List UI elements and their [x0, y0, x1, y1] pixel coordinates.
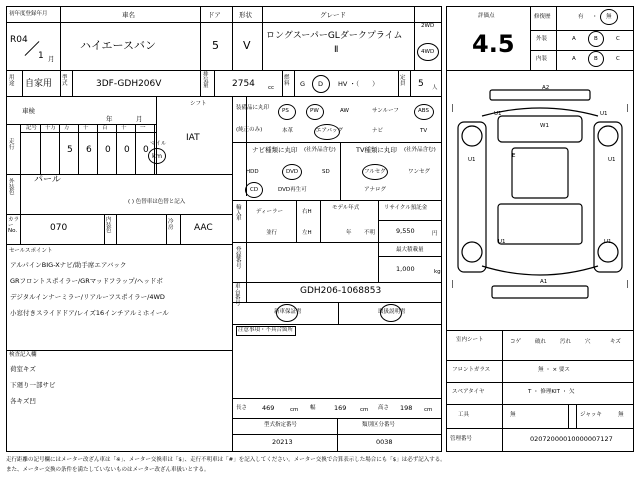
max-load-value: 1,000 — [396, 265, 415, 273]
equipment-item: AW — [340, 108, 349, 114]
mileage-digit: 0 — [124, 145, 130, 155]
width-label: 幅 — [310, 405, 316, 411]
disp-value: 2754 — [232, 79, 255, 89]
use-label: 用途 — [9, 75, 15, 87]
shape-value: V — [243, 39, 251, 52]
nav-type-sub: (社外品含む) — [304, 147, 336, 153]
interior-color-label: 内装色 — [106, 217, 112, 234]
diagram-mark-u1-top-left: U1 — [494, 111, 502, 117]
exterior-b-circle — [588, 31, 604, 47]
diagram-mark-e: E — [512, 153, 516, 159]
parallel-label: 並行 — [266, 230, 278, 236]
capacity-value: 5 — [418, 79, 424, 89]
interior-a: A — [572, 56, 576, 62]
sales-point-line: デジタルインナーミラー/リアルーフスポイラー/4WD — [10, 293, 165, 301]
width-unit: cm — [360, 407, 369, 413]
equip-pw-circle — [306, 104, 324, 120]
length-value: 469 — [262, 404, 275, 412]
vin-label: 車台番号 — [235, 284, 241, 307]
color-note: ( ) 色替車は色替と記入 — [128, 199, 186, 205]
car-name-label: 車名 — [122, 11, 135, 19]
repair-no-circle — [600, 9, 618, 25]
color-code-value: 070 — [50, 223, 68, 233]
mileage-digit-divider — [40, 124, 41, 174]
diagram-mark-u1-top-right: U1 — [600, 111, 608, 117]
interior-b-circle — [588, 51, 604, 67]
repair-sep: ・ — [592, 14, 598, 20]
mileage-digit: 0 — [105, 145, 111, 155]
mileage-unit-km: km — [152, 152, 163, 160]
drive-4wd: 4WD — [421, 49, 435, 55]
mileage-digit-divider — [135, 124, 136, 174]
equipment-item: PS — [282, 108, 289, 114]
seat-item: 穴 — [585, 339, 591, 345]
equipment-item: ABS — [418, 108, 429, 114]
inspection-month-label: 月 — [136, 115, 143, 123]
fuel-d-circle — [312, 75, 330, 93]
interior-label: 内装 — [536, 56, 548, 62]
nav-type-label: ナビ種類に丸印 — [252, 146, 298, 154]
seat-item: 汚れ — [560, 339, 572, 345]
nav-type-item: SD — [322, 169, 330, 175]
manual-circle — [380, 304, 402, 322]
inspection-year-label: 年 — [106, 115, 113, 123]
fuel-hv: HV ・（ ） — [338, 80, 379, 88]
dealer-label: ディーラー — [256, 209, 284, 215]
grade-value-line2: Ⅱ — [334, 45, 339, 55]
interior-c: C — [616, 56, 620, 62]
footer-line-2: また、メーター交換の条件を満たしていないものはメーター改ざん車扱いとする。 — [6, 467, 210, 473]
color-value: パール — [34, 175, 61, 185]
max-load-label: 最大積載量 — [396, 247, 424, 253]
sales-point-line: アルパインBIG-Xナビ/助手席エアバック — [10, 261, 127, 269]
exterior-a: A — [572, 36, 576, 42]
mileage-digit-header: 十万 — [45, 125, 57, 131]
repair-label: 修復歴 — [534, 14, 551, 20]
glass-label: フロントガラス — [452, 367, 491, 373]
new-warranty: 新車保証書 — [274, 309, 302, 315]
type-no-label: 型式指定番号 — [264, 422, 298, 428]
mileage-digit-divider — [78, 124, 79, 174]
equipment-item: サンルーフ — [372, 108, 399, 114]
length-label: 長さ — [236, 405, 248, 411]
mileage-digit-divider — [116, 124, 117, 174]
mileage-label: 走行 — [9, 139, 15, 151]
grade-label: グレード — [320, 11, 346, 19]
height-label: 高さ — [378, 405, 390, 411]
equip-airbag-circle — [314, 124, 340, 140]
model-value: 3DF-GDH206V — [96, 79, 162, 89]
spare-label: スペアタイヤ — [452, 389, 485, 395]
model-year-unknown: 不明 — [364, 230, 376, 236]
fuel-label: 燃料 — [284, 75, 290, 87]
disp-unit: cc — [268, 85, 275, 91]
exterior-label: 外装 — [536, 36, 548, 42]
nav-type-item: HDD — [246, 169, 259, 175]
diagram-mark-u1-bottom-right: U1 — [604, 239, 612, 245]
mileage-digit-header: 万 — [64, 125, 70, 131]
km-circle — [148, 148, 166, 164]
notes-label: 検査記入欄 — [9, 352, 37, 358]
door-label: ドア — [208, 11, 221, 19]
diagram-mark-a2: A2 — [542, 85, 550, 91]
reg-date-label: 初年度登録年月 — [9, 11, 48, 17]
recycle-value: 9,550 — [396, 227, 415, 235]
model-label: 型式 — [62, 75, 68, 87]
diagram-mark-u1-bottom-left: U1 — [498, 239, 506, 245]
equipment-item: ナビ — [372, 128, 384, 134]
equip-ps-circle — [278, 104, 296, 120]
model-year-suffix: 年 — [346, 230, 352, 236]
diagram-mark-w1: W1 — [540, 123, 549, 129]
seat-item: 破れ — [535, 339, 547, 345]
equipment-item: 本革 — [282, 128, 294, 134]
spare-value: T ・ 修理KIT ・ 欠 — [528, 389, 575, 395]
nav-cd-circle — [245, 182, 263, 198]
ac-label: 冷房 — [168, 219, 174, 231]
shift-label: シフト — [190, 101, 207, 107]
manual: 取扱説明書 — [378, 309, 406, 315]
notes-line: 下廻り一部サビ — [10, 381, 56, 389]
height-value: 198 — [400, 404, 413, 412]
mileage-digit: 0 — [143, 145, 149, 155]
grade-value-line1: ロングスーパーGLダークプライム — [266, 31, 403, 41]
door-value: 5 — [212, 39, 219, 52]
sales-point-line: 小窓付きスライドドア/レイズ16インチアルミホイール — [10, 309, 169, 317]
color-code-label: カラーNo. — [8, 217, 20, 234]
tv-type-item: フルセグ — [364, 169, 386, 175]
sales-point-line: GRフロントスポイラー/GRマッドフラップ/ヘッドボ — [10, 277, 163, 285]
length-unit: cm — [290, 407, 299, 413]
footer-line-1: 走行距離の記号欄にはメーター改ざん車は「※」、メーター交換車は「$」、走行不明車は「#」を記入してください。メーター交換で合算表示した場合にも「$」は必ず記入する。 — [6, 457, 446, 463]
diagram-mark-u1-side-right: U1 — [608, 157, 616, 163]
height-unit: cm — [424, 407, 433, 413]
diagram-mark-u1-side-left: U1 — [468, 157, 476, 163]
type-no-value: 20213 — [272, 438, 293, 446]
exterior-b: B — [594, 36, 598, 42]
width-value: 169 — [334, 404, 347, 412]
nav-dvd-circle — [282, 164, 302, 180]
fuel-g: G — [300, 80, 306, 88]
handle-left: 左H — [302, 230, 312, 236]
notes2-label: 注意事項・不具合箇所 — [238, 327, 294, 333]
seat-item: コゲ — [510, 339, 522, 345]
class-no-value: 0038 — [376, 438, 393, 446]
disp-label: 排気量 — [203, 72, 209, 89]
sales-point-label: セールスポイント — [9, 248, 53, 254]
tool-value: 無 — [510, 412, 516, 418]
mileage-digit: 5 — [67, 145, 73, 155]
mileage-digit-header: 記号 — [26, 125, 38, 131]
interior-b: B — [594, 56, 598, 62]
jack-value: 無 — [618, 412, 624, 418]
mileage-digit-header: 十 — [121, 125, 127, 131]
mileage-digit-header: 千 — [83, 125, 89, 131]
equipment-item: エアバッグ — [316, 128, 344, 134]
max-load-unit: kg — [434, 269, 441, 275]
mileage-digit-divider — [59, 124, 60, 174]
jack-label: ジャッキ — [580, 412, 602, 418]
equipment-item: TV — [420, 128, 428, 134]
recycle-unit: 円 — [432, 231, 438, 237]
car-name-value: ハイエースバン — [80, 39, 157, 52]
exterior-c: C — [616, 36, 620, 42]
equip-abs-circle — [414, 104, 434, 120]
mileage-digit: 6 — [86, 145, 92, 155]
reg-era: R04 — [10, 35, 28, 45]
mgmt-label: 管理番号 — [450, 436, 473, 442]
use-value: 自家用 — [25, 79, 53, 89]
model-year-label: モデル年式 — [332, 205, 360, 211]
mileage-unit-mile: マイル — [150, 141, 167, 147]
repair-yes: 有 — [578, 14, 584, 20]
shape-label: 形状 — [239, 11, 252, 19]
tv-type-sub: (社外品含む) — [404, 147, 436, 153]
capacity-label: 定員 — [400, 75, 406, 87]
mgmt-value: 02072000010000007127 — [530, 435, 613, 443]
seat-label: 室内シート — [456, 337, 484, 343]
score-label: 評価点 — [478, 13, 495, 19]
nav-dvd-play: DVD再生可 — [278, 187, 307, 193]
color-label: 外装色 — [9, 179, 15, 196]
drive-2wd: 2WD — [421, 23, 435, 29]
mileage-digit-header: 百 — [102, 125, 108, 131]
score-value: 4.5 — [472, 30, 515, 58]
notes-line: 荷室キズ — [10, 365, 36, 373]
notes-line: 各キズ凹 — [10, 397, 36, 405]
reg-month: 1 — [38, 51, 44, 61]
reg-month-unit: 月 — [48, 55, 55, 63]
reg-number-label: 登録番号 — [236, 247, 242, 270]
vin-value: GDH206-1068853 — [300, 286, 382, 296]
tv-fullseg-circle — [362, 164, 388, 180]
equipment-sub: (純正のみ) — [236, 127, 263, 133]
nav-cd: CD — [250, 187, 259, 193]
tv-type-item: アナログ — [364, 187, 387, 193]
glass-value: 無 ・ × 要ス — [538, 367, 570, 373]
drive-4wd-circle — [417, 43, 439, 61]
class-no-label: 類別区分番号 — [362, 422, 396, 428]
ac-value: AAC — [194, 223, 213, 233]
seat-item: キズ — [610, 339, 621, 345]
import-label: 輸入車 — [236, 205, 242, 222]
equipment-label: 装備品に丸印 — [236, 105, 270, 111]
inspection-label: 車検 — [22, 107, 35, 115]
fuel-d: D — [318, 80, 324, 88]
shift-value: IAT — [186, 133, 200, 143]
tv-type-label: TV種類に丸印 — [356, 146, 397, 154]
mileage-digit-divider — [97, 124, 98, 174]
capacity-unit: 人 — [432, 85, 438, 91]
mileage-digit-header: 一 — [140, 125, 146, 131]
handle-right: 右H — [302, 209, 312, 215]
warranty-circle — [276, 304, 298, 322]
diagram-mark-a1: A1 — [540, 279, 548, 285]
nav-type-item: DVD — [286, 169, 299, 175]
recycle-label: リサイクル預託金 — [384, 205, 428, 211]
equipment-item: PW — [310, 108, 319, 114]
tool-label: 工具 — [458, 412, 470, 418]
tv-type-item: ワンセグ — [408, 169, 431, 175]
repair-no: 無 — [606, 14, 612, 20]
